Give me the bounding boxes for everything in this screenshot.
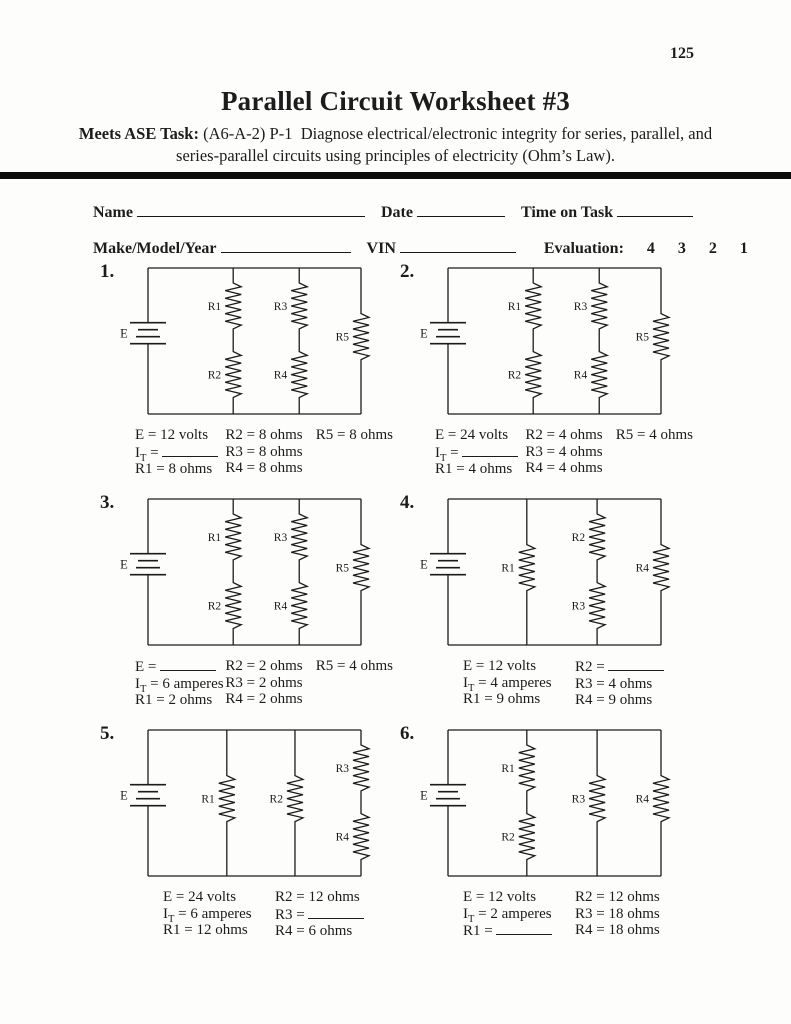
value-row: R4 = 9 ohms (575, 692, 653, 708)
battery-label: E (420, 557, 428, 572)
values-column (135, 658, 225, 709)
value-text: 4 ohms (349, 658, 393, 674)
value-row: R2 = 4 ohms (525, 427, 603, 443)
value-label: R4 (575, 922, 593, 938)
value-label: R2 (225, 427, 243, 443)
value-text: 9 ohms (608, 692, 653, 708)
value-row: R3 = (275, 906, 387, 924)
evaluation-label: Evaluation: (543, 240, 624, 257)
time-on-task-label: Time on Task (520, 204, 614, 221)
value-label: R4 (525, 460, 543, 476)
value-text: 8 ohms (258, 443, 303, 460)
value-label: E (435, 427, 445, 443)
resistor-label: R3 (273, 300, 288, 313)
value-blank (162, 444, 218, 457)
value-text: 6 ohms (308, 923, 353, 939)
resistor-label: R4 (273, 600, 288, 613)
circuit-values (463, 889, 693, 940)
resistor-label: R1 (501, 562, 515, 575)
resistor-label: R1 (207, 300, 222, 313)
value-label: R1 (135, 461, 153, 477)
value-label: R1 (463, 691, 481, 707)
value-row: R2 = 8 ohms (225, 427, 303, 443)
value-row: $I_T$ = (135, 444, 225, 462)
value-row: R3 = 4 ohms (575, 675, 653, 692)
ase-task-bold-label: Meets ASE Task: (78, 124, 199, 143)
value-row: $I_T = 6$ amperes (135, 675, 224, 695)
value-text: 18 ohms (608, 905, 660, 922)
resistor-label: R4 (335, 831, 349, 844)
value-label: R2 (525, 427, 543, 443)
value-label: I (135, 444, 140, 461)
value-label-subscript: T (140, 683, 147, 695)
value-text: 18 ohms (608, 922, 660, 938)
resistor-symbol (589, 499, 605, 645)
circuit-branch (572, 730, 605, 876)
values-column (463, 889, 575, 940)
resistor-symbol (519, 499, 535, 645)
value-row: R4 = 8 ohms (225, 460, 303, 476)
value-label: E (135, 659, 145, 675)
circuit-branch (208, 499, 241, 645)
value-text: 4 ohms (468, 461, 513, 477)
resistor-symbol (519, 730, 535, 876)
circuit-branch (336, 268, 369, 414)
circuit-cell-2 (393, 258, 693, 489)
circuit-branch (274, 499, 307, 645)
value-label: R2 (275, 889, 293, 905)
value-label: R5 (315, 658, 334, 674)
value-label: R4 (225, 460, 243, 476)
resistor-label: R3 (335, 762, 349, 775)
time-on-task-blank (617, 201, 693, 217)
values-column (316, 658, 393, 709)
battery-symbol (120, 499, 166, 645)
value-row: R4 = 6 ohms (275, 923, 353, 939)
value-label: R3 (225, 674, 243, 691)
value-row: R3 = 4 ohms (525, 443, 603, 460)
resistor-symbol (591, 268, 607, 414)
value-blank (160, 658, 216, 671)
value-label: I (435, 444, 440, 461)
ase-task (0, 123, 791, 167)
value-text: 12 volts (160, 427, 209, 443)
value-row: R2 = 12 ohms (575, 889, 660, 905)
resistor-label: R3 (571, 793, 586, 806)
circuit-number: 5. (100, 723, 115, 744)
value-label-subscript: T (440, 452, 447, 464)
value-row: $I_T = 6$ amperes (163, 905, 252, 925)
make-model-year-blank (221, 237, 351, 253)
circuit-branch (636, 268, 669, 414)
circuit-grid (93, 258, 693, 951)
circuit-cell-3 (93, 489, 393, 720)
value-label: E (163, 889, 173, 905)
values-column (575, 658, 687, 709)
value-row: E = (135, 658, 225, 676)
value-blank (608, 658, 664, 671)
value-text: 4 ohms (649, 427, 693, 443)
value-blank (462, 444, 518, 457)
values-column (163, 889, 275, 940)
value-row: $I_T$ = (435, 444, 525, 462)
resistor-label: R5 (335, 331, 349, 344)
circuit-branch (574, 268, 607, 414)
value-text: 2 ohms (258, 658, 303, 674)
form-line-vehicle (93, 237, 748, 258)
name-blank (137, 201, 365, 217)
value-row: R2 = 2 ohms (225, 658, 303, 674)
value-row: R1 = 2 ohms (135, 692, 213, 708)
value-row: $I_T = 4$ amperes (463, 674, 552, 694)
resistor-symbol (653, 268, 669, 414)
circuit-number: 4. (400, 492, 415, 513)
value-text: 2 ohms (258, 674, 303, 691)
resistor-label: R3 (573, 300, 588, 313)
value-text: 4 ohms (558, 427, 603, 443)
ase-task-line-1 (0, 123, 791, 145)
circuit-cell-1 (93, 258, 393, 489)
resistor-label: R2 (207, 600, 222, 613)
value-row: R1 = 4 ohms (435, 461, 513, 477)
value-row: R2 = (575, 658, 687, 676)
values-column (316, 427, 393, 478)
values-column (135, 427, 225, 478)
value-label-subscript: T (168, 913, 175, 925)
resistor-symbol (353, 730, 369, 876)
values-column (575, 889, 687, 940)
value-label: R2 (575, 659, 593, 675)
circuit-branch (201, 730, 234, 876)
resistor-label: R5 (335, 562, 349, 575)
resistor-label: R1 (507, 300, 522, 313)
resistor-label: R1 (201, 793, 215, 806)
battery-symbol (420, 730, 466, 876)
resistor-symbol (353, 268, 369, 414)
values-column (525, 427, 615, 478)
date-label: Date (380, 204, 413, 221)
form-line-identity (93, 201, 697, 222)
circuit-branch (501, 730, 534, 876)
battery-label: E (120, 788, 128, 803)
values-column (616, 427, 693, 478)
value-blank (496, 922, 552, 935)
evaluation-option-2: 2 (708, 240, 717, 257)
value-row: R5 = 4 ohms (315, 658, 393, 674)
resistor-label: R3 (571, 600, 586, 613)
circuit-cell-4 (393, 489, 693, 720)
battery-label: E (120, 326, 128, 341)
resistor-label: R2 (207, 369, 222, 382)
value-text: 4 amperes (490, 674, 552, 691)
value-row: R3 = 18 ohms (575, 905, 660, 922)
header-divider (0, 172, 791, 179)
value-text: 2 ohms (168, 692, 213, 708)
value-label-subscript: T (468, 682, 475, 694)
value-text: 4 ohms (608, 675, 653, 692)
value-label: I (135, 675, 140, 692)
value-row: $I_T = 2$ amperes (463, 905, 552, 925)
circuit-branch (270, 730, 303, 876)
make-model-year-label: Make/Model/Year (93, 240, 217, 257)
value-text: 6 amperes (190, 905, 252, 922)
circuit-number: 3. (100, 492, 115, 513)
value-label: I (463, 674, 468, 691)
resistor-label: R2 (507, 369, 522, 382)
resistor-label: R5 (635, 331, 649, 344)
evaluation-option-4: 4 (646, 240, 655, 257)
value-label: R3 (275, 906, 293, 923)
battery-symbol (420, 268, 466, 414)
resistor-label: R4 (273, 369, 288, 382)
circuit-number: 6. (400, 723, 415, 744)
resistor-symbol (287, 730, 303, 876)
circuit-diagram (93, 722, 389, 884)
value-label: R1 (463, 923, 481, 939)
value-label: R5 (615, 427, 634, 443)
value-label: E (463, 889, 473, 905)
vin-blank (400, 237, 516, 253)
circuit-diagram (93, 491, 389, 653)
values-column (275, 889, 387, 940)
circuit-values (463, 658, 693, 709)
vin-label: VIN (366, 240, 396, 257)
value-text: 12 ohms (196, 922, 248, 938)
value-text: 9 ohms (496, 691, 541, 707)
resistor-label: R1 (501, 762, 515, 775)
evaluation-option-1: 1 (739, 240, 748, 257)
values-column (435, 427, 525, 478)
values-column (463, 658, 575, 709)
value-text: 8 ohms (349, 427, 393, 443)
value-row: R2 = 12 ohms (275, 889, 360, 905)
value-label: I (163, 905, 168, 922)
circuit-cell-5 (93, 720, 393, 951)
circuit-branch (274, 268, 307, 414)
resistor-symbol (653, 730, 669, 876)
value-label-subscript: T (140, 452, 147, 464)
value-text: 12 volts (488, 889, 537, 905)
resistor-label: R2 (269, 793, 283, 806)
value-text: 8 ohms (168, 461, 213, 477)
date-blank (417, 201, 505, 217)
value-row: R1 = 12 ohms (163, 922, 248, 938)
value-label: R3 (575, 675, 593, 692)
circuit-branch (636, 499, 669, 645)
value-text: 2 ohms (258, 691, 303, 707)
resistor-label: R2 (571, 531, 586, 544)
value-row: R1 = 9 ohms (463, 691, 541, 707)
value-label: E (463, 658, 473, 674)
value-text: 12 ohms (308, 889, 360, 905)
value-text: 12 ohms (608, 889, 660, 905)
value-row: R3 = 2 ohms (225, 674, 303, 691)
value-label: R4 (575, 692, 593, 708)
value-text: 4 ohms (558, 460, 603, 476)
value-row: R5 = 4 ohms (615, 427, 693, 443)
battery-label: E (420, 788, 428, 803)
circuit-branch (208, 268, 241, 414)
circuit-diagram (93, 260, 389, 422)
value-label: R1 (435, 461, 453, 477)
value-row: R3 = 8 ohms (225, 443, 303, 460)
value-label: R5 (315, 427, 334, 443)
ase-task-line-2: series-parallel circuits using principles of electricity (Ohm’s Law). (176, 146, 615, 165)
circuit-diagram (393, 722, 689, 884)
value-text: 2 amperes (490, 905, 552, 922)
resistor-symbol (589, 730, 605, 876)
circuit-values (135, 427, 393, 478)
circuit-number: 1. (100, 261, 115, 282)
resistor-label: R1 (207, 531, 222, 544)
value-text: 24 volts (188, 889, 237, 905)
value-row: R4 = 2 ohms (225, 691, 303, 707)
value-row: R4 = 18 ohms (575, 922, 660, 938)
circuit-branch (636, 730, 669, 876)
value-label: I (463, 905, 468, 922)
value-label: E (135, 427, 145, 443)
value-row: E = 12 volts (463, 889, 537, 905)
battery-label: E (120, 557, 128, 572)
circuit-diagram (393, 491, 689, 653)
circuit-cell-6 (393, 720, 693, 951)
resistor-symbol (291, 499, 307, 645)
resistor-label: R4 (635, 562, 649, 575)
value-row: R4 = 4 ohms (525, 460, 603, 476)
circuit-number: 2. (400, 261, 415, 282)
circuit-branch (508, 268, 541, 414)
resistor-label: R2 (501, 831, 515, 844)
value-text: 8 ohms (258, 460, 303, 476)
resistor-symbol (291, 268, 307, 414)
page-number: 125 (670, 45, 694, 62)
value-text: 6 amperes (162, 675, 224, 692)
value-label: R3 (525, 443, 543, 460)
battery-label: E (420, 326, 428, 341)
battery-symbol (420, 499, 466, 645)
value-label: R1 (135, 692, 153, 708)
value-label: R2 (225, 658, 243, 674)
circuit-branch (572, 499, 605, 645)
values-column (225, 658, 315, 709)
resistor-label: R4 (573, 369, 588, 382)
value-row: E = 24 volts (163, 889, 237, 905)
name-label: Name (93, 204, 133, 221)
resistor-symbol (219, 730, 235, 876)
value-label: R4 (275, 923, 293, 939)
value-row: E = 24 volts (435, 427, 509, 443)
resistor-label: R3 (273, 531, 288, 544)
resistor-label: R4 (635, 793, 649, 806)
value-label: R1 (163, 922, 181, 938)
value-blank (308, 906, 364, 919)
circuit-values (435, 427, 693, 478)
value-row: E = 12 volts (463, 658, 537, 674)
circuit-branch (336, 499, 369, 645)
value-text: 8 ohms (258, 427, 303, 443)
resistor-symbol (225, 268, 241, 414)
ase-task-line-1-text: (A6-A-2) P-1 Diagnose electrical/electronic integrity for series, parallel, and (198, 124, 713, 143)
value-label: R3 (575, 905, 593, 922)
resistor-symbol (353, 499, 369, 645)
resistor-symbol (653, 499, 669, 645)
values-column (225, 427, 315, 478)
worksheet-title: Parallel Circuit Worksheet #3 (220, 86, 570, 116)
circuit-diagram (393, 260, 689, 422)
value-row: R1 = (463, 922, 575, 940)
circuit-values (163, 889, 393, 940)
value-row: R1 = 8 ohms (135, 461, 213, 477)
value-text: 24 volts (460, 427, 509, 443)
value-text: 12 volts (488, 658, 537, 674)
value-label: R4 (225, 691, 243, 707)
circuit-branch (336, 730, 369, 876)
value-row: E = 12 volts (135, 427, 209, 443)
battery-symbol (120, 268, 166, 414)
value-label-subscript: T (468, 913, 475, 925)
value-text: 4 ohms (558, 443, 603, 460)
value-row: R5 = 8 ohms (315, 427, 393, 443)
resistor-symbol (525, 268, 541, 414)
battery-symbol (120, 730, 166, 876)
value-label: R3 (225, 443, 243, 460)
resistor-symbol (225, 499, 241, 645)
circuit-branch (501, 499, 534, 645)
evaluation-option-3: 3 (677, 240, 686, 257)
circuit-values (135, 658, 393, 709)
value-label: R2 (575, 889, 593, 905)
